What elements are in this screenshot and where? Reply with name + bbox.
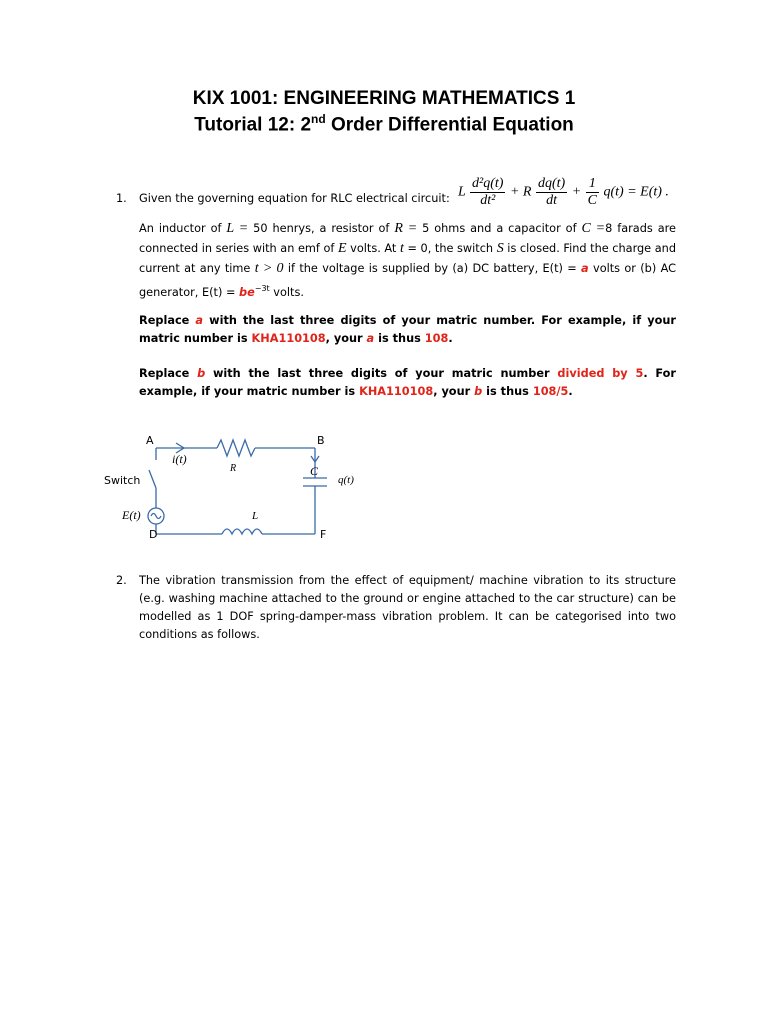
question-2-number: 2.: [116, 574, 127, 587]
question-2-text: The vibration transmission from the effect of equipment/ machine vibration to its structure (e.g. washing machine attached to the ground or engine attached to the car structure) can be modelled as 1 DOF spring-damper-mass vibration problem. It can be categorised into two conditions as follows.: [139, 574, 676, 641]
capacitor-label: C: [310, 464, 319, 478]
question-1-number: 1.: [116, 192, 127, 205]
node-d-label: D: [149, 528, 158, 541]
circuit-wires: [100, 430, 380, 550]
node-a-label: A: [146, 434, 154, 447]
page-title: KIX 1001: ENGINEERING MATHEMATICS 1: [192, 88, 576, 109]
current-label: i(t): [172, 452, 187, 466]
switch-label: Switch: [104, 474, 141, 487]
charge-label: q(t): [338, 474, 354, 486]
replace-b-instruction: Replace b with the last three digits of your matric number divided by 5. For example, if your matric number is KHA110108, your b is thus 108/5.: [139, 367, 676, 398]
sine-wave-icon: [151, 514, 161, 519]
inductor-icon: [222, 529, 262, 534]
page-subtitle: Tutorial 12: 2nd Order Differential Equation: [194, 112, 574, 136]
node-f-label: F: [320, 528, 327, 541]
question-1-intro: Given the governing equation for RLC electrical circuit:: [139, 192, 450, 205]
resistor-icon: [217, 440, 255, 456]
rlc-circuit-diagram: [100, 430, 380, 550]
node-b-label: B: [317, 434, 325, 447]
inductor-label: L: [252, 510, 259, 522]
emf-label: E(t): [122, 508, 141, 522]
replace-a-instruction: Replace a with the last three digits of your matric number. For example, if your matric number is KHA110108, your a is thus 108.: [139, 314, 677, 345]
resistor-label: R: [230, 463, 237, 474]
question-1-body: An inductor of L = 50 henrys, a resistor of R = 5 ohms and a capacitor of C =8 farads are connected in series with an emf of E volts. At t = 0, the switch S is closed. Find the charge and current at any time t > 0 if the voltage is supplied by (a) DC battery, E(t) = a volts or (b) AC generator, $E(t) = be^{-3t}$ volts.: [139, 221, 677, 299]
rlc-equation: L $\frac{\text{d²q(t)}}{\text{dt²}}$ + R $\frac{dq(t)}{dt}$ + $\frac{1}{C}$ q(t) = E(t) .: [458, 176, 669, 208]
switch-icon: [149, 470, 156, 488]
